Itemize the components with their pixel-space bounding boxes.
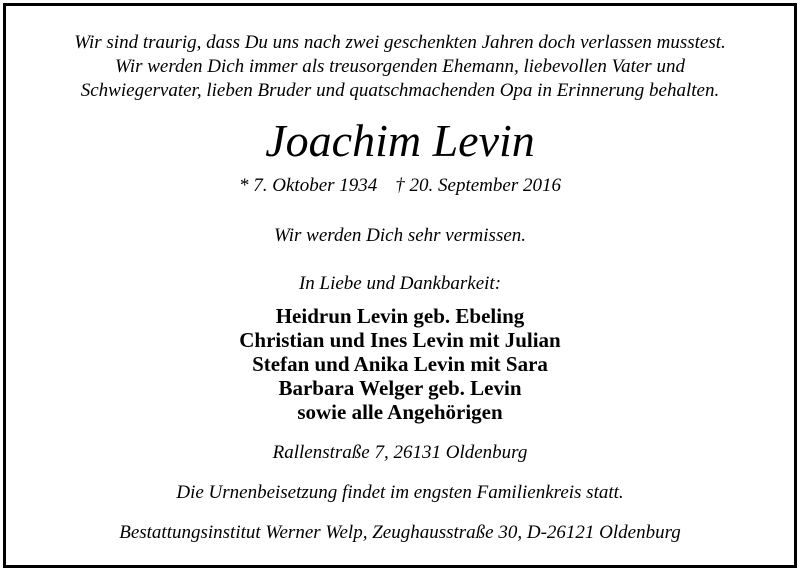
- mourner-1: Heidrun Levin geb. Ebeling: [275, 304, 525, 328]
- intro-line-1: Wir sind traurig, dass Du uns nach zwei geschenkten Jahren doch verlassen musstest.: [74, 32, 726, 53]
- mourner-3: Stefan und Anika Levin mit Sara: [252, 352, 548, 376]
- mourner-5: sowie alle Angehörigen: [297, 400, 503, 424]
- mourner-4: Barbara Welger geb. Levin: [278, 376, 522, 400]
- death-date: † 20. September 2016: [395, 175, 561, 196]
- address: Rallenstraße 7, 26131 Oldenburg: [272, 442, 528, 463]
- miss-line: Wir werden Dich sehr vermissen.: [273, 225, 527, 246]
- mourner-2: Christian und Ines Levin mit Julian: [239, 328, 561, 352]
- funeral-home: Bestattungsinstitut Werner Welp, Zeughausstraße 30, D-26121 Oldenburg: [119, 522, 681, 543]
- intro-line-3: Schwiegervater, lieben Bruder und quatschmachenden Opa in Erinnerung behalten.: [80, 80, 720, 101]
- life-dates: [0, 174, 800, 198]
- birth-date: * 7. Oktober 1934: [239, 175, 378, 196]
- deceased-name: Joachim Levin: [265, 115, 535, 166]
- intro-line-2: Wir werden Dich immer als treusorgenden Ehemann, liebevollen Vater und: [115, 56, 685, 77]
- gratitude-line: In Liebe und Dankbarkeit:: [298, 273, 502, 294]
- burial-note: Die Urnenbeisetzung findet im engsten Familienkreis statt.: [176, 482, 624, 503]
